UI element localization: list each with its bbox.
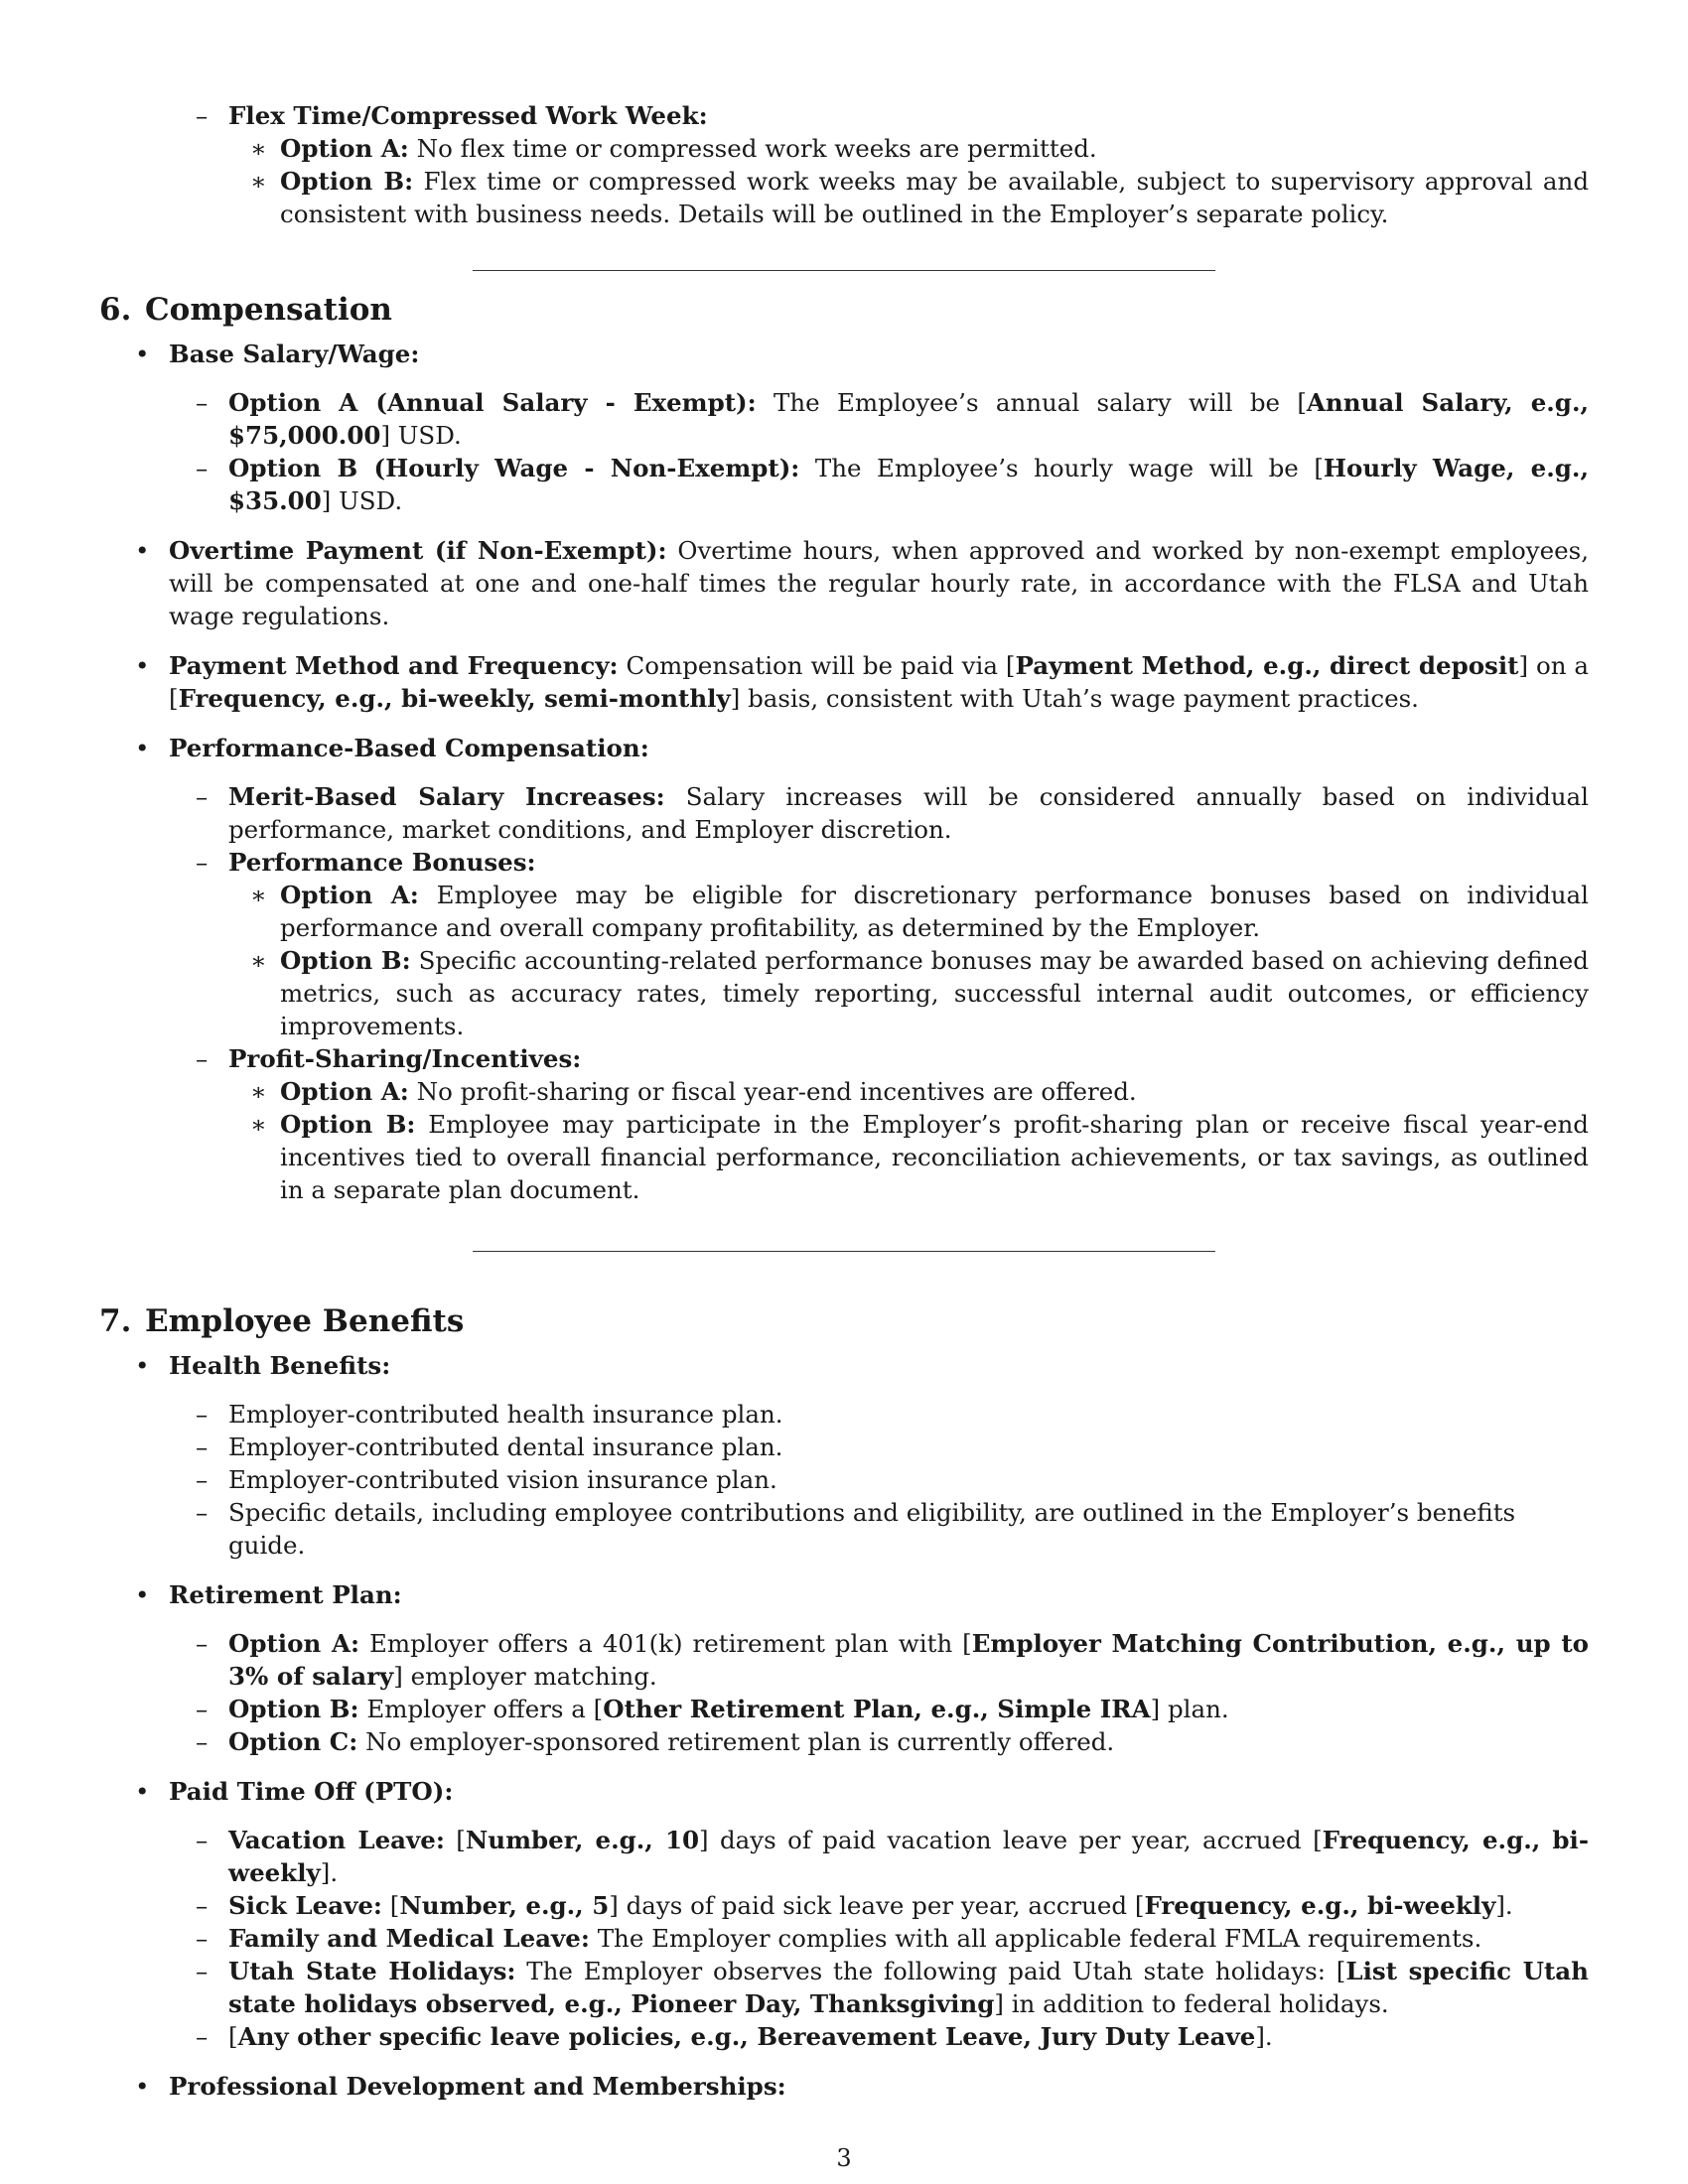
option-label: Option B:: [228, 1695, 359, 1723]
dash-marker: –: [196, 1400, 209, 1429]
item-label: Vacation Leave:: [228, 1826, 445, 1854]
bullet-marker: •: [135, 1351, 150, 1380]
professional-development-item: [99, 2070, 1589, 2103]
flex-option-b: [99, 165, 1589, 230]
vacation-leave-item: [99, 1824, 1589, 1889]
sick-leave-item: [99, 1889, 1589, 1922]
dash-marker: –: [196, 1826, 209, 1854]
dash-marker: –: [196, 1924, 209, 1953]
bullet-marker: •: [135, 340, 150, 368]
bullet-marker: •: [135, 1580, 150, 1609]
retirement-option-c: [99, 1725, 1589, 1758]
item-text: ] days of paid vacation leave per year, accrued [: [699, 1826, 1323, 1854]
option-label: Option C:: [228, 1727, 358, 1756]
item-heading: Professional Development and Memberships:: [169, 2072, 786, 2101]
health-list-item: [99, 1398, 1589, 1431]
item-text: Compensation will be paid via [: [618, 651, 1016, 680]
item-label: Overtime Payment (if Non-Exempt):: [169, 536, 667, 565]
option-text: Specific accounting-related performance bonuses may be awarded based on achieving defined metrics, such as accuracy rates, timely reporting, successful internal audit outcomes, or efficiency improvements.: [280, 946, 1589, 1040]
item-text: [: [228, 2022, 238, 2051]
item-heading: Health Benefits:: [169, 1351, 391, 1380]
bullet-marker: •: [135, 734, 150, 762]
dash-marker: –: [196, 388, 209, 417]
option-label: Option B (Hourly Wage - Non-Exempt):: [228, 454, 800, 482]
item-heading: Paid Time Off (PTO):: [169, 1777, 454, 1806]
dash-marker: –: [196, 1727, 209, 1756]
dash-marker: –: [196, 1044, 209, 1073]
profit-option-b: [99, 1108, 1589, 1206]
merit-increase-item: [99, 780, 1589, 846]
item-text: Salary increases will be considered annually based on individual performance, market conditions, and Employer discretion.: [228, 782, 1589, 844]
option-label: Option A:: [280, 134, 409, 163]
item-text: ] in addition to federal holidays.: [994, 1989, 1389, 2018]
section-divider: [473, 270, 1215, 271]
option-text: No profit-sharing or fiscal year-end incentives are offered.: [408, 1077, 1137, 1106]
performance-comp-item: [99, 732, 1589, 764]
item-label: Family and Medical Leave:: [228, 1924, 590, 1953]
payment-method-item: [99, 649, 1589, 715]
dash-marker: –: [196, 1465, 209, 1494]
item-label: Sick Leave:: [228, 1891, 382, 1920]
placeholder-field: Frequency, e.g., bi-weekly: [228, 1826, 1589, 1887]
option-label: Option A:: [228, 1629, 360, 1658]
dash-marker: –: [196, 1498, 209, 1527]
item-text: ] on a [: [169, 651, 1589, 713]
option-label: Option A (Annual Salary - Exempt):: [228, 388, 757, 417]
bullet-marker: •: [135, 651, 150, 680]
section-title: Employee Benefits: [145, 1303, 465, 1339]
placeholder-field: Number, e.g., 10: [465, 1826, 700, 1854]
option-text: No employer-sponsored retirement plan is currently offered.: [357, 1727, 1115, 1756]
base-option-a: [99, 386, 1589, 452]
item-label: Utah State Holidays:: [228, 1957, 516, 1985]
placeholder-field: Any other specific leave policies, e.g., Bereavement Leave, Jury Duty Leave: [237, 2022, 1256, 2051]
dash-marker: –: [196, 782, 209, 811]
health-list-item: [99, 1431, 1589, 1463]
placeholder-field: Other Retirement Plan, e.g., Simple IRA: [603, 1695, 1151, 1723]
placeholder-field: Annual Salary, e.g., $75,000.00: [228, 388, 1589, 450]
bullet-marker: •: [135, 536, 150, 565]
placeholder-field: Number, e.g., 5: [399, 1891, 610, 1920]
option-text: Employee may be eligible for discretionary performance bonuses based on individual performance and overall company profitability, as determined by the Employer.: [280, 881, 1589, 942]
overtime-item: [99, 534, 1589, 632]
item-text: ].: [320, 1858, 339, 1887]
flex-option-a: [99, 132, 1589, 165]
dash-marker: –: [196, 101, 209, 130]
page-number: 3: [836, 2144, 852, 2172]
utah-holidays-item: [99, 1955, 1589, 2020]
item-text: [: [444, 1826, 466, 1854]
retirement-plan-item: [99, 1578, 1589, 1611]
option-label: Option B:: [280, 167, 414, 196]
health-list-item: [99, 1463, 1589, 1496]
option-text: Employer offers a [: [358, 1695, 604, 1723]
option-label: Option B:: [280, 1110, 416, 1139]
other-leave-item: [99, 2020, 1589, 2053]
option-text: No flex time or compressed work weeks are permitted.: [408, 134, 1097, 163]
base-salary-item: [99, 338, 1589, 370]
family-medical-leave-item: [99, 1922, 1589, 1955]
flex-time-item: [99, 99, 1589, 132]
item-heading: Performance-Based Compensation:: [169, 734, 649, 762]
star-marker: ∗: [250, 167, 267, 196]
item-heading: Profit-Sharing/Incentives:: [228, 1044, 582, 1073]
item-heading: Retirement Plan:: [169, 1580, 402, 1609]
star-marker: ∗: [250, 881, 267, 909]
dash-marker: –: [196, 1433, 209, 1461]
star-marker: ∗: [250, 946, 267, 975]
star-marker: ∗: [250, 1110, 267, 1139]
item-text: ] basis, consistent with Utah’s wage payment practices.: [730, 684, 1419, 713]
option-text: Flex time or compressed work weeks may be available, subject to supervisory approval and consistent with business needs. Details will be outlined in the Employer’s separate policy.: [280, 167, 1589, 228]
item-heading: Performance Bonuses:: [228, 848, 536, 877]
profit-option-a: [99, 1075, 1589, 1108]
list-item-text: Employer-contributed vision insurance plan.: [228, 1465, 777, 1494]
item-text: The Employer complies with all applicable federal FMLA requirements.: [589, 1924, 1482, 1953]
option-label: Option B:: [280, 946, 411, 975]
option-text: ] USD.: [321, 486, 403, 515]
star-marker: ∗: [250, 134, 267, 163]
dash-marker: –: [196, 848, 209, 877]
dash-marker: –: [196, 1957, 209, 1985]
item-label: Payment Method and Frequency:: [169, 651, 619, 680]
item-text: The Employer observes the following paid Utah state holidays: [: [515, 1957, 1346, 1985]
option-text: ] employer matching.: [393, 1662, 657, 1691]
list-item-text: Specific details, including employee contributions and eligibility, are outlined in the Employer’s benefits guide.: [228, 1498, 1516, 1560]
option-text: ] USD.: [380, 421, 462, 450]
star-marker: ∗: [250, 1077, 267, 1106]
retirement-option-a: [99, 1627, 1589, 1693]
option-text: The Employee’s annual salary will be [: [756, 388, 1307, 417]
retirement-option-b: [99, 1693, 1589, 1725]
item-text: Overtime hours, when approved and worked by non-exempt employees, will be compensated at one and one-half times the regular hourly rate, in accordance with the FLSA and Utah wage regulations.: [169, 536, 1589, 630]
flex-time-heading: Flex Time/Compressed Work Week:: [228, 101, 708, 130]
option-text: Employee may participate in the Employer’s profit-sharing plan or receive fiscal year-end incentives tied to overall financial performance, reconciliation achievements, or tax savings, as outlined in a separate plan document.: [280, 1110, 1589, 1204]
option-text: The Employee’s hourly wage will be [: [799, 454, 1324, 482]
dash-marker: –: [196, 1629, 209, 1658]
placeholder-field: Payment Method, e.g., direct deposit: [1015, 651, 1519, 680]
section-divider: [473, 1251, 1215, 1252]
placeholder-field: Frequency, e.g., bi-weekly: [1144, 1891, 1496, 1920]
base-salary-heading: Base Salary/Wage:: [169, 340, 420, 368]
page-content: [99, 99, 1589, 2103]
placeholder-field: Frequency, e.g., bi-weekly, semi-monthly: [178, 684, 731, 713]
profit-sharing-item: [99, 1042, 1589, 1075]
pto-item: [99, 1775, 1589, 1808]
bullet-marker: •: [135, 1777, 150, 1806]
option-label: Option A:: [280, 881, 419, 909]
placeholder-field: Hourly Wage, e.g., $35.00: [228, 454, 1589, 515]
option-text: Employer offers a 401(k) retirement plan with [: [359, 1629, 972, 1658]
performance-bonuses-item: [99, 846, 1589, 879]
placeholder-field: Employer Matching Contribution, e.g., up to 3% of salary: [228, 1629, 1589, 1691]
item-text: ].: [1495, 1891, 1513, 1920]
item-text: ] days of paid sick leave per year, accrued [: [609, 1891, 1145, 1920]
section-number: 7.: [99, 1303, 132, 1339]
bonus-option-a: [99, 879, 1589, 944]
option-text: ] plan.: [1150, 1695, 1229, 1723]
bonus-option-b: [99, 944, 1589, 1042]
dash-marker: –: [196, 1891, 209, 1920]
section-title: Compensation: [145, 292, 392, 328]
list-item-text: Employer-contributed dental insurance plan.: [228, 1433, 783, 1461]
item-text: [: [381, 1891, 400, 1920]
list-item-text: Employer-contributed health insurance plan.: [228, 1400, 783, 1429]
item-text: ].: [1255, 2022, 1273, 2051]
dash-marker: –: [196, 454, 209, 482]
option-label: Option A:: [280, 1077, 409, 1106]
base-option-b: [99, 452, 1589, 517]
section-6-heading: [99, 290, 1589, 330]
section-number: 6.: [99, 292, 132, 328]
dash-marker: –: [196, 1695, 209, 1723]
health-list-item: [99, 1496, 1589, 1562]
placeholder-field: List specific Utah state holidays observed, e.g., Pioneer Day, Thanksgiving: [228, 1957, 1589, 2018]
bullet-marker: •: [135, 2072, 150, 2101]
health-benefits-item: [99, 1349, 1589, 1382]
dash-marker: –: [196, 2022, 209, 2051]
item-label: Merit-Based Salary Increases:: [228, 782, 665, 811]
section-7-heading: [99, 1301, 1589, 1341]
